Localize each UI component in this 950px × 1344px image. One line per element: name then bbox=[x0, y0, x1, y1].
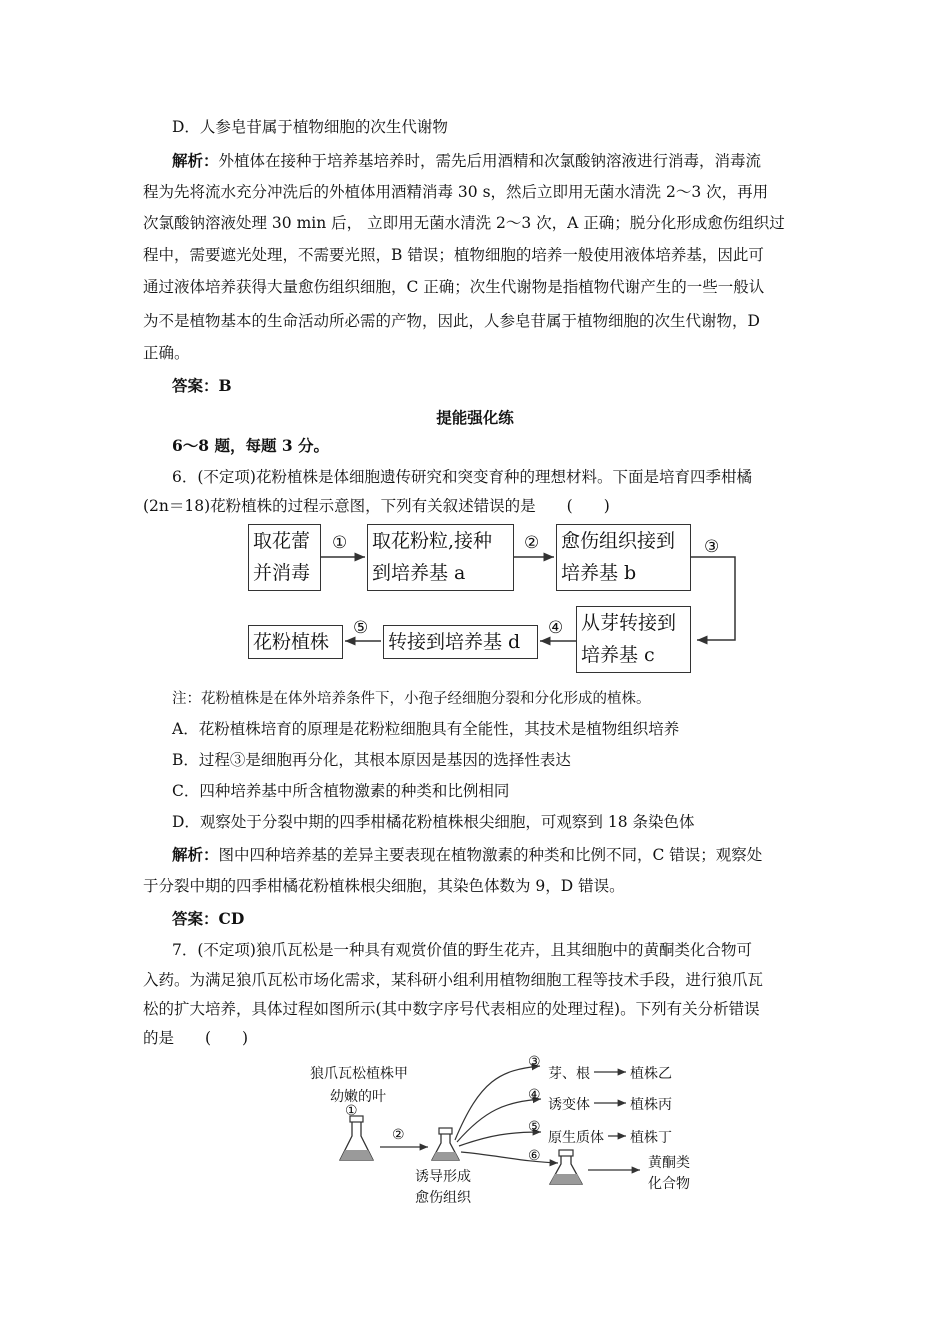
step-3-label: ③ bbox=[528, 1054, 541, 1070]
step-2-label: ② bbox=[524, 533, 540, 553]
step-6-label: ⑥ bbox=[528, 1148, 541, 1164]
q7-stem: 的是 ( ) bbox=[143, 1029, 249, 1047]
analysis-line: 为不是植物基本的生命活动所必需的产物，因此，人参皂苷属于植物细胞的次生代谢物，D bbox=[143, 312, 760, 330]
plant-d-label: 植株丁 bbox=[630, 1130, 672, 1146]
step-4-label: ④ bbox=[548, 618, 564, 638]
flask-2 bbox=[432, 1128, 459, 1160]
flask-1 bbox=[340, 1116, 373, 1160]
q7-stem: 入药。为满足狼爪瓦松市场化需求，某科研小组利用植物细胞工程等技术手段，进行狼爪瓦 bbox=[143, 971, 764, 989]
q6-analysis: 于分裂中期的四季柑橘花粉植株根尖细胞，其染色体数为 9，D 错误。 bbox=[143, 877, 625, 895]
q6-option-d: D．观察处于分裂中期的四季柑橘花粉植株根尖细胞，可观察到 18 条染色体 bbox=[172, 813, 695, 831]
section-note: 6～8 题，每题 3 分。 bbox=[172, 436, 330, 455]
plant-a-label: 狼爪瓦松植株甲 bbox=[310, 1066, 408, 1082]
step-1-label: ① bbox=[345, 1103, 358, 1119]
step-3-label: ③ bbox=[704, 537, 720, 557]
q6-stem: (2n＝18)花粉植株的过程示意图，下列有关叙述错误的是 ( ) bbox=[143, 497, 610, 515]
callus-label-2: 愈伤组织 bbox=[415, 1190, 471, 1206]
analysis-label: 解析： bbox=[172, 151, 219, 170]
analysis-line: 次氯酸钠溶液处理 30 min 后， 立即用无菌水清洗 2～3 次，A 正确；脱分化形成愈伤组织过 bbox=[143, 214, 785, 232]
protoplast-label: 原生质体 bbox=[548, 1130, 604, 1146]
q6-option-b: B．过程③是细胞再分化，其根本原因是基因的选择性表达 bbox=[172, 751, 571, 769]
flavonoid-label-2: 化合物 bbox=[648, 1176, 690, 1192]
analysis-line: 程为先将流水充分冲洗后的外植体用酒精消毒 30 s，然后立即用无菌水清洗 2～3 次，再用 bbox=[143, 183, 769, 201]
option-d: D．人参皂苷属于植物细胞的次生代谢物 bbox=[172, 118, 448, 136]
analysis-label: 解析： bbox=[172, 845, 219, 864]
analysis-text: 外植体在接种于培养基培养时，需先后用酒精和次氯酸钠溶液进行消毒，消毒流 bbox=[218, 152, 762, 170]
flow-box-2-line1: 取花粉粒,接种 bbox=[372, 530, 493, 552]
flow-box-1-line1: 取花蕾 bbox=[253, 530, 311, 552]
flow-box-2-line2: 到培养基 a bbox=[372, 562, 466, 584]
flask-3 bbox=[550, 1150, 582, 1184]
q6-option-a: A．花粉植株培育的原理是花粉粒细胞具有全能性，其技术是植物组织培养 bbox=[172, 720, 680, 738]
young-leaf-label: 幼嫩的叶 bbox=[330, 1089, 386, 1105]
plant-b-label: 植株乙 bbox=[630, 1066, 672, 1082]
step-2-label: ② bbox=[392, 1127, 405, 1143]
flow-box-1-line2: 并消毒 bbox=[253, 562, 311, 584]
analysis-line: 通过液体培养获得大量愈伤组织细胞，C 正确；次生代谢物是指植物代谢产生的一些一般认 bbox=[143, 278, 765, 296]
step-5-label: ⑤ bbox=[528, 1119, 541, 1135]
step-5-label: ⑤ bbox=[353, 618, 369, 638]
step-1-label: ① bbox=[332, 533, 348, 553]
q6-note: 注：花粉植株是在体外培养条件下，小孢子经细胞分裂和分化形成的植株。 bbox=[172, 691, 651, 707]
flow-box-3-line1: 愈伤组织接到 bbox=[561, 530, 676, 552]
answer: 答案：B bbox=[172, 376, 232, 395]
analysis-text: 图中四种培养基的差异主要表现在植物激素的种类和比例不同，C 错误；观察处 bbox=[218, 846, 763, 864]
flow-box-3-line2: 培养基 b bbox=[561, 562, 637, 584]
flow-box-6-text: 花粉植株 bbox=[253, 631, 330, 653]
flow-box-4-line1: 从芽转接到 bbox=[581, 612, 677, 634]
analysis-line: 正确。 bbox=[143, 344, 190, 362]
plant-c-label: 植株丙 bbox=[630, 1097, 672, 1113]
flow-box-4-line2: 培养基 c bbox=[581, 644, 655, 666]
flow-box-5-text: 转接到培养基 d bbox=[388, 631, 521, 653]
arrow-step6 bbox=[461, 1152, 558, 1163]
step-4-label: ④ bbox=[528, 1087, 541, 1103]
q6-option-c: C．四种培养基中所含植物激素的种类和比例相同 bbox=[172, 782, 510, 800]
callus-label-1: 诱导形成 bbox=[415, 1169, 471, 1185]
q7-stem: 松的扩大培养，具体过程如图所示(其中数字序号代表相应的处理过程)。下列有关分析错误 bbox=[143, 1000, 760, 1018]
mutant-label: 诱变体 bbox=[548, 1097, 590, 1113]
flavonoid-label-1: 黄酮类 bbox=[648, 1155, 690, 1171]
section-title: 提能强化练 bbox=[436, 408, 514, 427]
q7-stem: 7．(不定项)狼爪瓦松是一种具有观赏价值的野生花卉，且其细胞中的黄酮类化合物可 bbox=[172, 941, 752, 959]
bud-root-label: 芽、根 bbox=[548, 1066, 590, 1082]
q6-answer: 答案：CD bbox=[172, 909, 245, 928]
analysis-line: 程中，需要遮光处理，不需要光照，B 错误；植物细胞的培养一般使用液体培养基，因此可 bbox=[143, 246, 764, 264]
q6-stem: 6．(不定项)花粉植株是体细胞遗传研究和突变育种的理想材料。下面是培育四季柑橘 bbox=[172, 468, 752, 486]
